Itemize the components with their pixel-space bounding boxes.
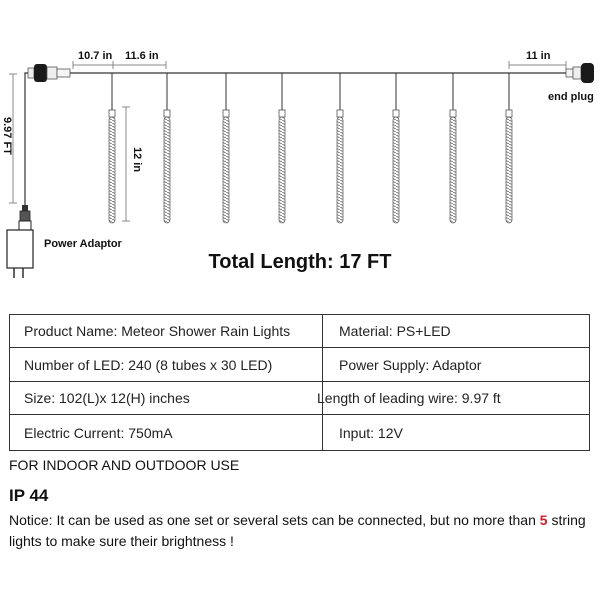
spec-size: Size: 102(L)x 12(H) inches (10, 382, 323, 415)
led-tube (393, 73, 399, 223)
led-tube (164, 73, 170, 223)
usage-note: FOR INDOOR AND OUTDOOR USE (9, 457, 240, 473)
spec-power-supply: Power Supply: Adaptor (323, 348, 590, 382)
total-length-heading: Total Length: 17 FT (208, 251, 392, 273)
spec-product-name: Product Name: Meteor Shower Rain Lights (10, 315, 323, 348)
table-row (10, 348, 590, 382)
tube-spacing-label: 11.6 in (125, 50, 159, 62)
spec-table (9, 314, 590, 451)
notice-highlight: 5 (539, 512, 548, 528)
notice-before: Notice: It can be used as one set or several sets can be connected, but no more than (9, 512, 540, 528)
notice-after: string lights to make sure their brightness ! (9, 512, 586, 549)
spec-material: Material: PS+LED (323, 315, 590, 348)
tube-group (109, 73, 512, 223)
lead-wire-length-label: 9.97 FT (1, 117, 13, 155)
end-spacing-label: 11 in (526, 50, 551, 62)
table-row (10, 382, 590, 415)
led-tube (279, 73, 285, 223)
led-tube (337, 73, 343, 223)
power-adaptor-label: Power Adaptor (44, 238, 122, 250)
spec-led-count: Number of LED: 240 (8 tubes x 30 LED) (10, 348, 323, 382)
spec-current: Electric Current: 750mA (10, 415, 323, 451)
tube-length-label: 12 in (131, 147, 143, 173)
led-tube (506, 73, 512, 223)
end-plug-icon (566, 63, 594, 83)
spec-input: Input: 12V (323, 415, 590, 451)
ip-rating: IP 44 (9, 486, 49, 505)
table-row (10, 315, 590, 348)
led-tube (223, 73, 229, 223)
notice-text (9, 510, 594, 552)
table-row (10, 415, 590, 451)
spec-lead-wire: Length of leading wire: 9.97 ft (323, 382, 590, 415)
first-spacing-label: 10.7 in (78, 50, 113, 62)
end-plug-label: end plug (548, 91, 594, 103)
led-tube (109, 73, 115, 223)
input-connector-icon (28, 64, 70, 82)
led-tube (450, 73, 456, 223)
